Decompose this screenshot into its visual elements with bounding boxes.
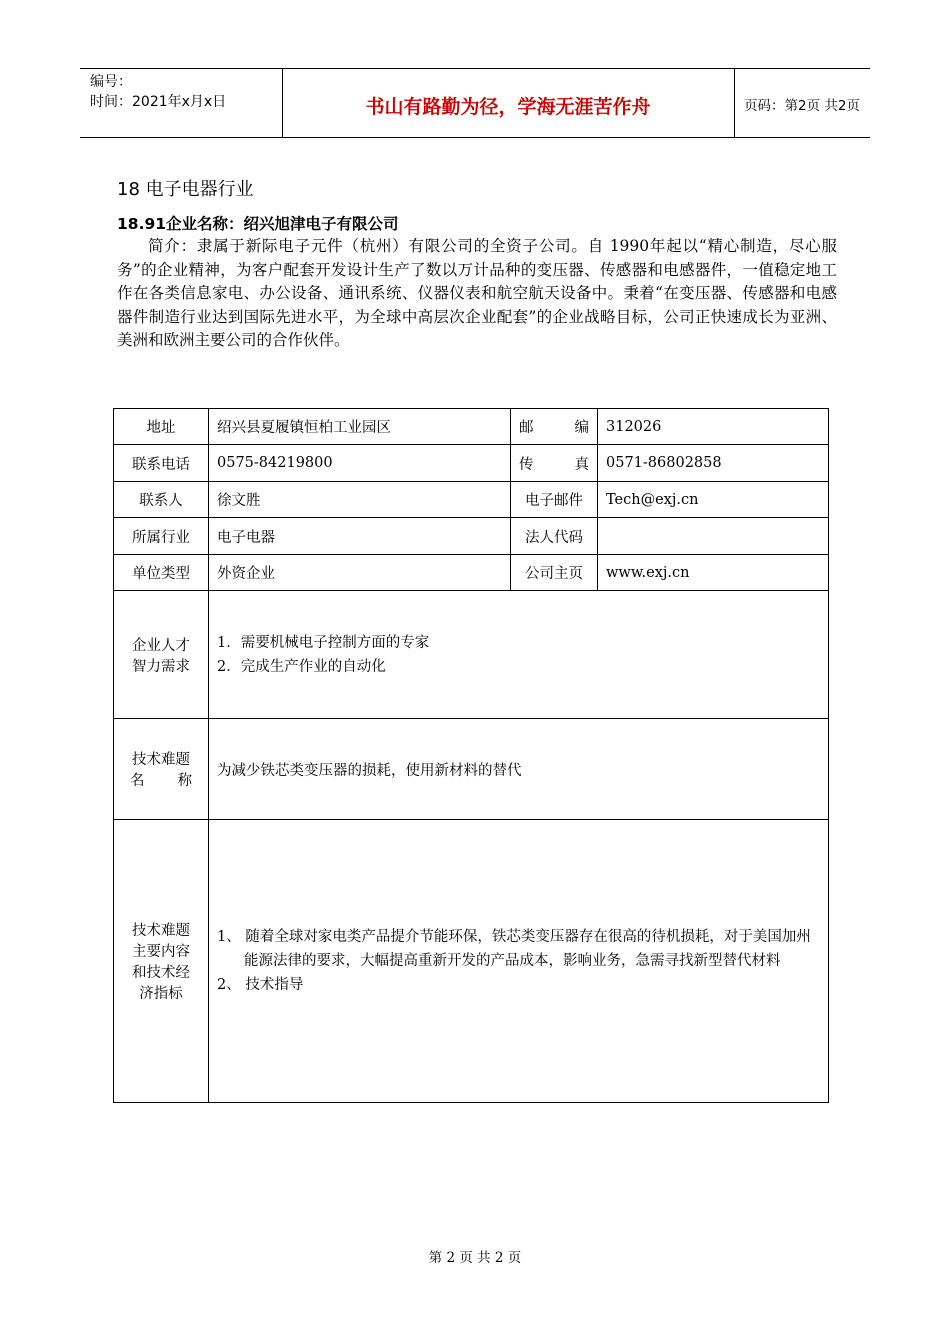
motto: 书山有路勤为径，学海无涯苦作舟 [365,96,651,118]
company-intro: 简介：隶属于新际电子元件（杭州）有限公司的全资子公司。自 1990年起以“精心制造，尽心服务”的企业精神，为客户配套开发设计生产了数以万计品种的变压器、传感器和电感器件，一值稳定地工作在各类信息家电、办公设备、通讯系统、仪器仪表和航空航天设备中。秉着“在变压器、传感器和电感器件制造行业达到国际先进水平，为全球中高层次企业配套”的企业战略目标，公司正快速成长为亚洲、美洲和欧洲主要公司的合作伙伴。 [117,237,837,349]
document-date: 时间：2021年x月x日 [90,94,227,110]
talent-label-line-2: 智力需求 [132,658,190,675]
header-motto-cell [282,69,735,137]
postcode-label-a: 邮 [519,420,534,436]
content-label-line-1: 技术难题 [132,923,190,939]
unit-type-value: 外资企业 [209,555,511,591]
email-label: 电子邮件 [511,482,598,518]
table-row [114,518,829,555]
problem-label-line-1: 技术难题 [132,752,190,768]
talent-label-line-1: 企业人才 [132,637,190,654]
address-label: 地址 [114,409,209,445]
postcode-label [511,409,598,445]
problem-label-b: 称 [177,773,192,789]
homepage-value: www.exj.cn [598,555,829,591]
unit-type-label: 单位类型 [114,555,209,591]
table-row [114,409,829,445]
fax-label [511,445,598,482]
content-label [114,820,209,1103]
problem-name: 为减少铁芯类变压器的损耗，使用新材料的替代 [209,719,829,820]
email-value: Tech@exj.cn [598,482,829,518]
industry-label: 所属行业 [114,518,209,555]
postcode-label-b: 编 [574,420,589,436]
table-row [114,820,829,1103]
content-label-line-2: 主要内容 [132,944,190,960]
table-row [114,482,829,518]
company-info-table [113,408,829,1103]
table-row [114,591,829,719]
table-row [114,445,829,482]
problem-label [114,719,209,820]
fax-label-b: 真 [574,456,589,473]
table-row [114,719,829,820]
page-info: 页码：第2页 共2页 [744,98,860,114]
table-row [114,555,829,591]
legal-code-value [598,518,829,555]
content-item: 1、 随着全球对家电类产品提介节能环保，铁芯类变压器存在很高的待机损耗，对于美国加州能源法律的要求，大幅提高重新开发的产品成本，影响业务，急需寻找新型替代材料 [217,929,811,969]
problem-label-a: 名 [130,773,145,789]
header-page-cell [734,69,870,137]
fax-label-a: 传 [519,456,534,473]
content-label-line-4: 济指标 [139,986,183,1002]
contact-label: 联系人 [114,482,209,518]
address-value: 绍兴县夏履镇恒柏工业园区 [209,409,511,445]
content-label-line-3: 和技术经 [132,965,190,981]
talent-needs [209,591,829,719]
company-heading: 18.91企业名称：绍兴旭津电子有限公司 [117,215,399,233]
section-title: 18 电子电器行业 [117,179,254,200]
phone-value: 0575-84219800 [209,445,511,482]
header-meta-cell [80,69,283,137]
postcode-value: 312026 [598,409,829,445]
talent-item: 1．需要机械电子控制方面的专家 [217,634,430,651]
contact-value: 徐文胜 [209,482,511,518]
document-number: 编号： [90,74,132,90]
legal-code-label: 法人代码 [511,518,598,555]
page-header [80,68,870,138]
content-item: 2、 技术指导 [217,977,304,993]
fax-value: 0571-86802858 [598,445,829,482]
phone-label: 联系电话 [114,445,209,482]
talent-label [114,591,209,719]
industry-value: 电子电器 [209,518,511,555]
homepage-label: 公司主页 [511,555,598,591]
content-details [209,820,829,1103]
talent-item: 2．完成生产作业的自动化 [217,658,386,675]
page-footer: 第 2 页 共 2 页 [428,1250,522,1266]
